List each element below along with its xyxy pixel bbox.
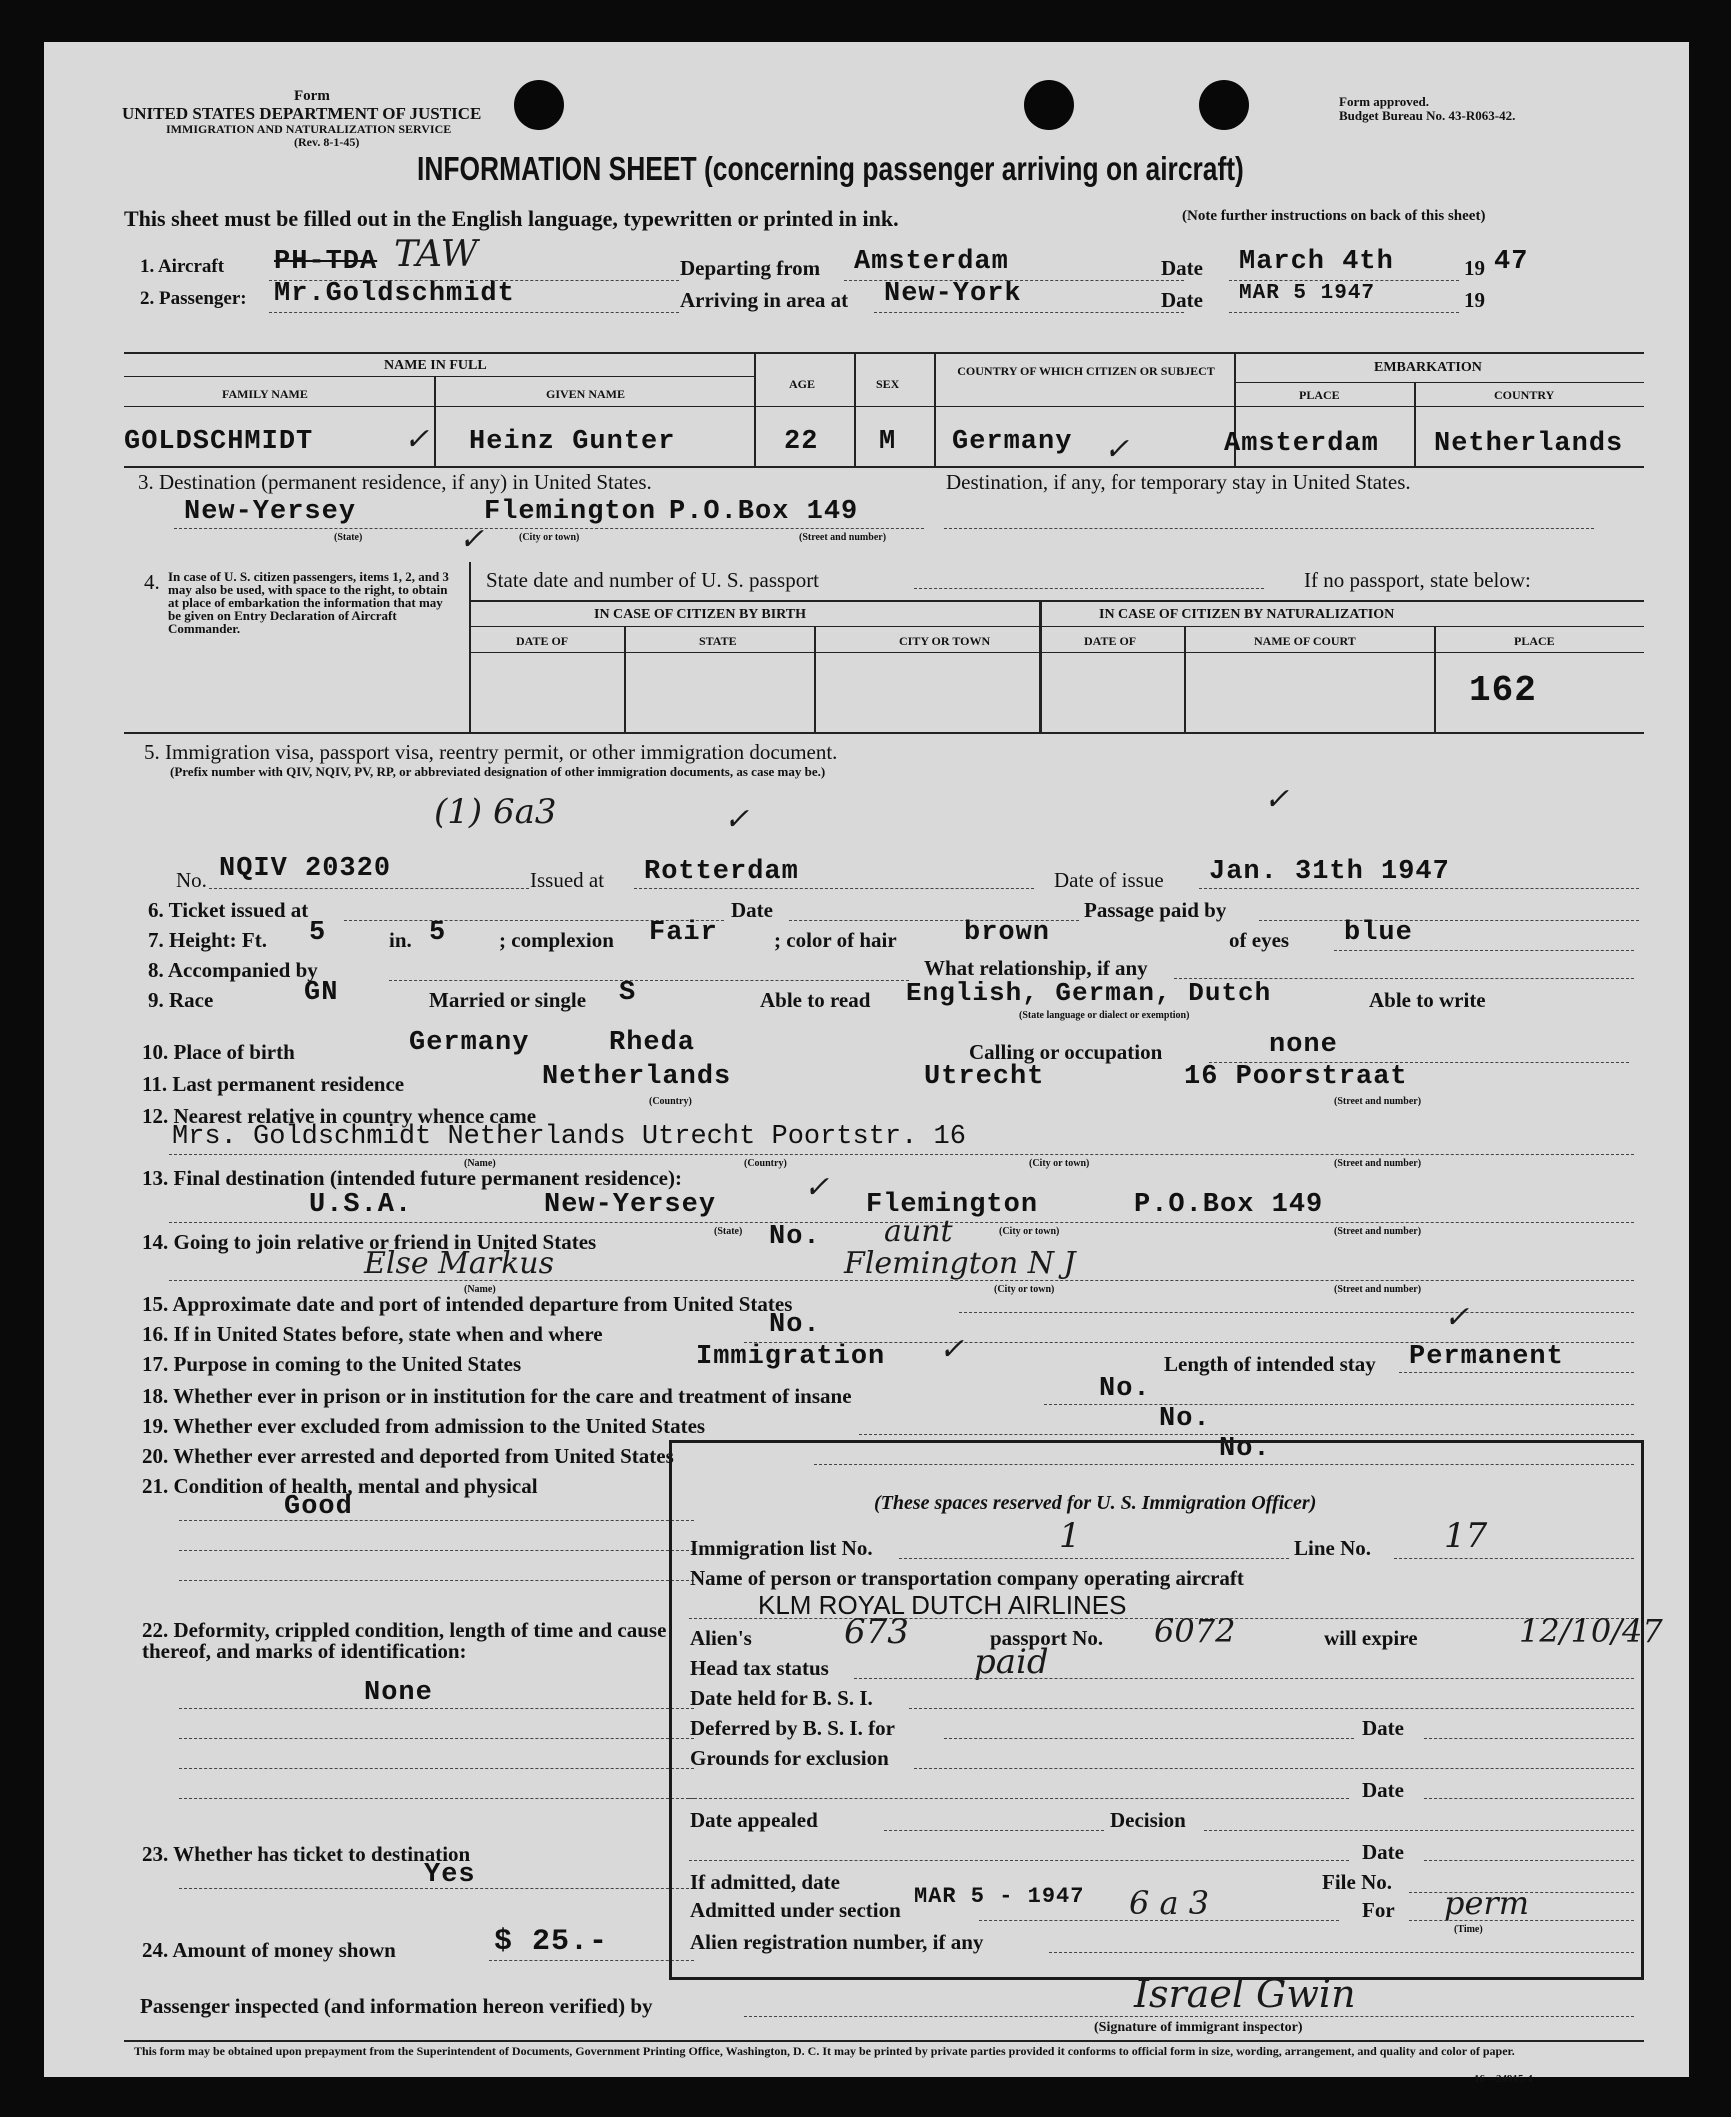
item7-hair: ; color of hair [774, 928, 897, 952]
issued-value: Rotterdam [644, 857, 799, 887]
inspector-signature: Israel Gwin [1134, 1972, 1356, 2016]
date-value-2: MAR 5 1947 [1239, 282, 1376, 305]
destination-label: 3. Destination (permanent residence, if any) in United States. [138, 470, 652, 494]
item11-label: 11. Last permanent residence [142, 1072, 405, 1096]
stamp-number: 162 [1469, 670, 1537, 711]
page-title: INFORMATION SHEET (concerning passenger arriving on aircraft) [417, 150, 1244, 187]
section-value: 6 a 3 [1129, 1884, 1210, 1922]
court-header: NAME OF COURT [1254, 634, 1356, 648]
item9-label: 9. Race [148, 988, 214, 1012]
before-value: No. [769, 1310, 821, 1340]
visa-prefix: (Prefix number with QIV, NQIV, PV, RP, or abbreviated designation of other immigration documents, as case may be.) [170, 764, 826, 779]
place-header-nat: PLACE [1514, 634, 1555, 648]
city-header: CITY OR TOWN [899, 634, 991, 648]
budget-bureau: Budget Bureau No. 43-R063-42. [1339, 108, 1516, 123]
list-no-value: 1 [1059, 1516, 1081, 1556]
decision-date-label: Date [1362, 1840, 1404, 1864]
occupation: none [1269, 1030, 1338, 1060]
item17-label: 17. Purpose in coming to the United States [142, 1352, 522, 1376]
date-label-1: Date [1161, 256, 1203, 280]
check-mark: ✓ [404, 422, 430, 457]
form-code: 16—24915-4 [1474, 2073, 1533, 2085]
age-header: AGE [789, 377, 816, 391]
year-prefix-1: 19 [1464, 256, 1485, 280]
last-street: 16 Poorstraat [1184, 1062, 1408, 1092]
cap-name: (Name) [464, 1284, 496, 1295]
item7-comp: ; complexion [499, 928, 614, 952]
note: (Note further instructions on back of this sheet) [1182, 208, 1486, 224]
race-value: GN [304, 978, 339, 1008]
item6-paid: Passage paid by [1084, 898, 1227, 922]
dest-city: Flemington [484, 497, 657, 527]
cap-city: (City or town) [994, 1284, 1055, 1295]
age-value: 22 [784, 427, 819, 457]
join-value: No. [769, 1222, 821, 1252]
item6-date: Date [731, 898, 773, 922]
head-tax-value: paid [974, 1642, 1049, 1682]
aliens-value: 673 [844, 1612, 909, 1652]
by-naturalization-header: IN CASE OF CITIZEN BY NATURALIZATION [1099, 607, 1395, 622]
check-mark: ✓ [459, 522, 485, 557]
time-caption: (Time) [1454, 1924, 1483, 1935]
item17-length: Length of intended stay [1164, 1352, 1376, 1376]
operator-value: KLM ROYAL DUTCH AIRLINES [758, 1590, 1127, 1620]
deferred-label: Deferred by B. S. I. for [690, 1716, 895, 1740]
department: UNITED STATES DEPARTMENT OF JUSTICE [122, 104, 482, 123]
sex-value: M [879, 427, 897, 457]
cap-street: (Street and number) [1334, 1284, 1422, 1295]
birth-country: Germany [409, 1028, 530, 1058]
visa-no-label: No. [176, 868, 207, 892]
item8-label: 8. Accompanied by [148, 958, 318, 982]
punch-hole [514, 80, 564, 130]
state-header: STATE [699, 634, 737, 648]
cap-state: (State) [714, 1226, 743, 1237]
item13-label: 13. Final destination (intended future permanent residence): [142, 1166, 682, 1190]
cap-name: (Name) [464, 1158, 496, 1169]
cap-city: (City or town) [999, 1226, 1060, 1237]
item4-text: In case of U. S. citizen passengers, items 1, 2, and 3 may also be used, with space to the right, to obtain at place of embarkation the information that may be given on Entry Declaration of Aircraft Commander. [168, 569, 449, 636]
passport-label: State date and number of U. S. passport [486, 568, 820, 592]
visa-no-value: NQIV 20320 [219, 854, 392, 884]
cap-street: (Street and number) [1334, 1096, 1422, 1107]
final-state: New-Yersey [544, 1190, 717, 1220]
health-value: Good [284, 1492, 353, 1522]
temp-destination-label: Destination, if any, for temporary stay in United States. [946, 470, 1411, 494]
prison-value: No. [1099, 1374, 1151, 1404]
cap-city: (City or town) [1029, 1158, 1090, 1169]
item16-label: 16. If in United States before, state when and where [142, 1322, 603, 1346]
no-passport-label: If no passport, state below: [1304, 568, 1531, 592]
aircraft-label: 1. Aircraft [140, 256, 225, 277]
read-value: English, German, Dutch [906, 978, 1272, 1008]
punch-hole [1024, 80, 1074, 130]
join-hand-relation: aunt [884, 1214, 953, 1249]
item21-label: 21. Condition of health, mental and physical [142, 1474, 538, 1498]
service: IMMIGRATION AND NATURALIZATION SERVICE [166, 122, 452, 136]
check-mark: ✓ [1444, 1300, 1470, 1335]
revision: (Rev. 8-1-45) [294, 135, 360, 149]
held-label: Date held for B. S. I. [690, 1686, 873, 1710]
money-value: $ 25.- [494, 1925, 609, 1959]
aircraft-value: PH-TDA [274, 247, 378, 277]
by-birth-header: IN CASE OF CITIZEN BY BIRTH [594, 607, 807, 622]
name-in-full-header: NAME IN FULL [384, 358, 487, 373]
date-label-2: Date [1161, 288, 1203, 312]
item14-label: 14. Going to join relative or friend in United States [142, 1230, 597, 1254]
date-of2-header: DATE OF [1084, 634, 1137, 648]
item18-label: 18. Whether ever in prison or in institution for the care and treatment of insane [142, 1384, 852, 1408]
final-country: U.S.A. [309, 1190, 413, 1220]
aircraft-hand: TAW [394, 234, 478, 275]
line-no-value: 17 [1444, 1516, 1488, 1556]
cap-city: (City or town) [519, 532, 580, 543]
item9-write: Able to write [1369, 988, 1486, 1012]
cap-street: (Street and number) [1334, 1158, 1422, 1169]
item24-label: 24. Amount of money shown [142, 1938, 396, 1962]
item8-rel: What relationship, if any [924, 956, 1148, 980]
expire-value: 12/10/47 [1519, 1612, 1663, 1650]
form-number: Form [294, 88, 330, 104]
passport-no-label: passport No. [990, 1626, 1104, 1650]
aliens-label: Alien's [690, 1626, 752, 1650]
check-mark: ✓ [1104, 432, 1130, 467]
given-name-header: GIVEN NAME [546, 387, 626, 401]
section-label: Admitted under section [690, 1898, 901, 1922]
item12-label: 12. Nearest relative in country whence came [142, 1104, 537, 1128]
issued-label: Issued at [530, 868, 605, 892]
year-prefix-2: 19 [1464, 288, 1485, 312]
excluded-value: No. [1159, 1404, 1211, 1434]
check-mark: ✓ [1264, 782, 1290, 817]
check-mark: ✓ [804, 1170, 830, 1205]
purpose-value: Immigration [696, 1342, 886, 1372]
grounds-label: Grounds for exclusion [690, 1746, 889, 1770]
eye-color: blue [1344, 918, 1413, 948]
list-no-label: Immigration list No. [690, 1536, 873, 1560]
line-no-label: Line No. [1294, 1536, 1372, 1560]
length-value: Permanent [1409, 1342, 1564, 1372]
item19-label: 19. Whether ever excluded from admission to the United States [142, 1414, 706, 1438]
cap-street: (Street and number) [799, 532, 887, 543]
item7-label: 7. Height: Ft. [148, 928, 267, 952]
item20-label: 20. Whether ever arrested and deported from United States [142, 1444, 674, 1468]
signature-caption: (Signature of immigrant inspector) [1094, 2020, 1303, 2035]
birth-city: Rheda [609, 1028, 696, 1058]
inspected-label: Passenger inspected (and information hereon verified) by [140, 1994, 653, 2018]
doi-label: Date of issue [1054, 868, 1164, 892]
item23-label: 23. Whether has ticket to destination [142, 1842, 471, 1866]
appealed-label: Date appealed [690, 1808, 818, 1832]
date-value-1: March 4th [1239, 247, 1394, 277]
officer-title: (These spaces reserved for U. S. Immigration Officer) [874, 1492, 1317, 1514]
height-ft: 5 [309, 918, 327, 948]
arriving-label: Arriving in area at [680, 288, 849, 312]
embark-country-value: Netherlands [1434, 429, 1624, 459]
for-value: perm [1444, 1884, 1530, 1922]
embarkation-header: EMBARKATION [1374, 360, 1482, 375]
language-caption: (State language or dialect or exemption) [1019, 1010, 1190, 1021]
fine-print: This form may be obtained upon prepayment from the Superintendent of Documents, Government Printing Office, Washington, D. C. It may be printed by private parties provided it conforms to official form in size, wording, arrangement, and quality and color of paper. [134, 2044, 1515, 2058]
form-sheet [44, 42, 1689, 2085]
country2-header: COUNTRY [1494, 388, 1555, 402]
alien-reg-label: Alien registration number, if any [690, 1930, 984, 1954]
join-hand-city: Flemington N J [844, 1246, 1076, 1281]
decision-label: Decision [1110, 1808, 1186, 1832]
dest-state: New-Yersey [184, 497, 357, 527]
married-value: S [619, 978, 637, 1008]
departing-value: Amsterdam [854, 247, 1009, 277]
visa-label: 5. Immigration visa, passport visa, reentry permit, or other immigration document. [144, 740, 838, 764]
ticket-value: Yes [424, 1860, 476, 1890]
check-mark: ✓ [939, 1332, 965, 1367]
file-no-label: File No. [1322, 1870, 1392, 1894]
country-value: Germany [952, 427, 1073, 457]
last-country: Netherlands [542, 1062, 732, 1092]
hair-color: brown [964, 918, 1051, 948]
departing-label: Departing from [680, 256, 821, 280]
final-street: P.O.Box 149 [1134, 1190, 1324, 1220]
family-name-header: FAMILY NAME [222, 387, 308, 401]
year-value-1: 47 [1494, 247, 1529, 277]
item9-read: Able to read [760, 988, 871, 1012]
instruction: This sheet must be filled out in the English language, typewritten or printed in ink. [124, 206, 899, 231]
item9-married: Married or single [429, 988, 587, 1012]
punch-hole [1199, 80, 1249, 130]
doi-value: Jan. 31th 1947 [1209, 857, 1450, 887]
passport-no-value: 6072 [1154, 1612, 1236, 1650]
embark-place-value: Amsterdam [1224, 429, 1379, 459]
date-of-header: DATE OF [516, 634, 569, 648]
cap-country: (Country) [649, 1096, 692, 1107]
item6-label: 6. Ticket issued at [148, 898, 309, 922]
deported-value: No. [1219, 1434, 1271, 1464]
complexion: Fair [649, 918, 718, 948]
family-name-value: GOLDSCHMIDT [124, 427, 314, 457]
item15-label: 15. Approximate date and port of intended departure from United States [142, 1292, 793, 1316]
expire-label: will expire [1324, 1626, 1418, 1650]
sex-header: SEX [876, 377, 900, 391]
visa-hand: (1) 6a3 [434, 792, 557, 832]
final-city: Flemington [866, 1190, 1039, 1220]
deformity-value: None [364, 1678, 433, 1708]
passenger-value: Mr.Goldschmidt [274, 279, 515, 309]
arriving-value: New-York [884, 279, 1022, 309]
last-city: Utrecht [924, 1062, 1045, 1092]
deferred-date-label: Date [1362, 1716, 1404, 1740]
item4-num: 4. [144, 570, 160, 594]
admitted-label: If admitted, date [690, 1870, 840, 1894]
cap-state: (State) [334, 532, 363, 543]
item7-in: in. [389, 928, 412, 952]
passenger-label: 2. Passenger: [140, 288, 247, 309]
country-header: COUNTRY OF WHICH CITIZEN OR SUBJECT [957, 364, 1215, 378]
item10-label: 10. Place of birth [142, 1040, 295, 1064]
join-hand-name: Else Markus [364, 1246, 555, 1281]
item22-label: 22. Deformity, crippled condition, length of time and cause thereof, and marks of identification: [142, 1618, 667, 1663]
dest-street: P.O.Box 149 [669, 497, 859, 527]
given-name-value: Heinz Gunter [469, 427, 676, 457]
relative-value: Mrs. Goldschmidt Netherlands Utrecht Poortstr. 16 [172, 1122, 966, 1152]
admitted-value: MAR 5 - 1947 [914, 1884, 1085, 1909]
item7-eyes: of eyes [1229, 928, 1290, 952]
for-label: For [1362, 1898, 1395, 1922]
operator-label: Name of person or transportation company operating aircraft [690, 1566, 1244, 1590]
cap-street: (Street and number) [1334, 1226, 1422, 1237]
grounds-date-label: Date [1362, 1778, 1404, 1802]
height-in: 5 [429, 918, 447, 948]
form-approved: Form approved. [1339, 94, 1430, 109]
place-header: PLACE [1299, 388, 1340, 402]
check-mark: ✓ [724, 802, 750, 837]
head-tax-label: Head tax status [690, 1656, 829, 1680]
cap-country: (Country) [744, 1158, 787, 1169]
item10-calling: Calling or occupation [969, 1040, 1163, 1064]
